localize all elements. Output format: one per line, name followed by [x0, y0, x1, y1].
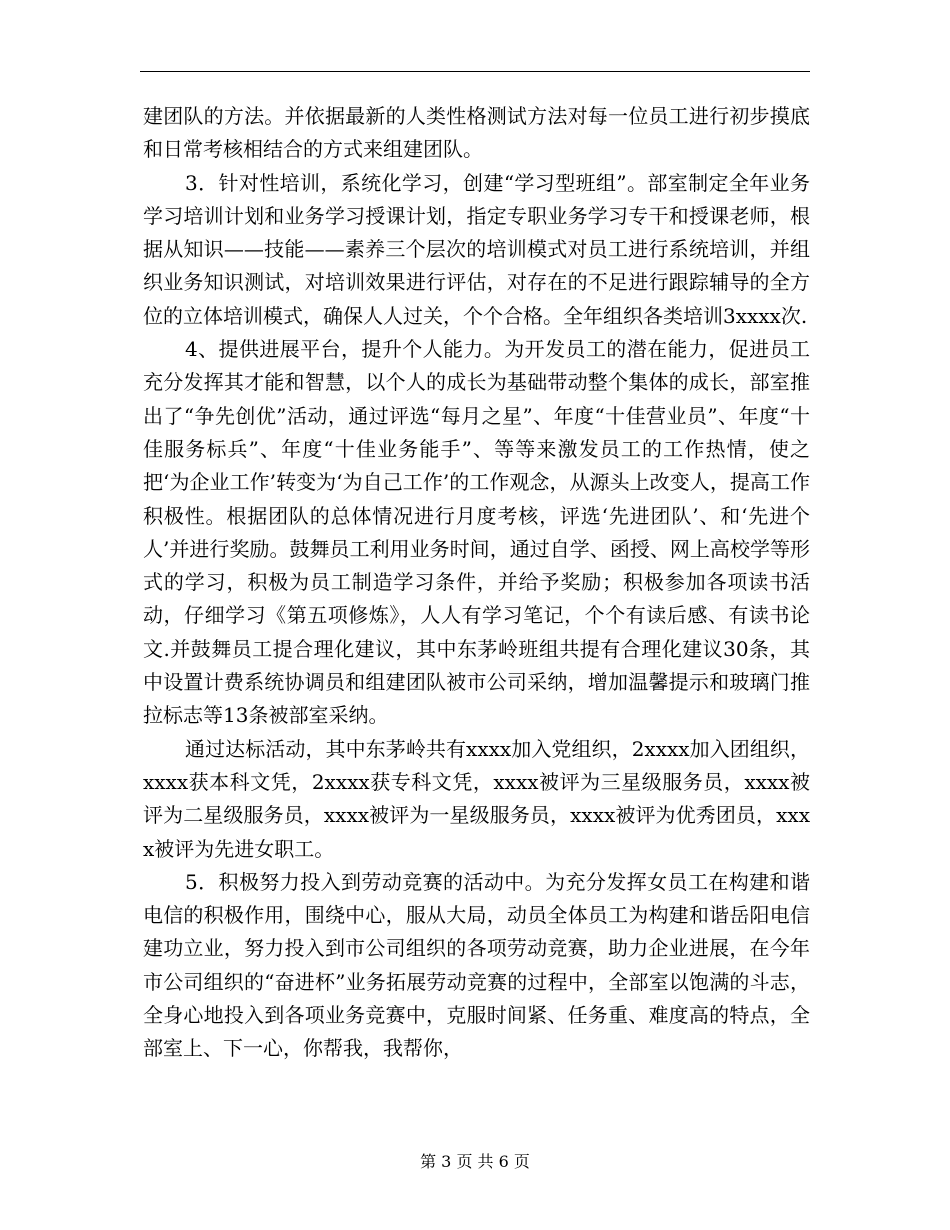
- page-number-footer: 第 3 页 共 6 页: [420, 1152, 530, 1171]
- paragraph-3: 4、提供进展平台，提升个人能力。为开发员工的潜在能力，促进员工充分发挥其才能和智慧，以个人的成长为基础带动整个集体的成长，部室推出了“争先创优”活动，通过评选“每月之星”、年度“十佳营业员”、年度“十佳服务标兵”、年度“十佳业务能手”、等等来激发员工的工作热情，使之把‘为企业工作’转变为‘为自己工作’的工作观念，从源头上改变人，提高工作积极性。根据团队的总体情况进行月度考核，评选‘先进团队’、和‘先进个人’并进行奖励。鼓舞员工利用业务时间，通过自学、函授、网上高校学等形式的学习，积极为员工制造学习条件，并给予奖励；积极参加各项读书活动，仔细学习《第五项修炼》，人人有学习笔记，个个有读后感、有读书论文.并鼓舞员工提合理化建议，其中东茅岭班组共提有合理化建议30条，其中设置计费系统协调员和组建团队被市公司采纳，增加温馨提示和玻璃门推拉标志等13条被部室采纳。: [143, 337, 810, 728]
- paragraph-2: 3．针对性培训，系统化学习，创建“学习型班组”。部室制定全年业务学习培训计划和业务学习授课计划，指定专职业务学习专干和授课老师，根据从知识——技能——素养三个层次的培训模式对员工进行系统培训，并组织业务知识测试，对培训效果进行评估，对存在的不足进行跟踪辅导的全方位的立体培训模式，确保人人过关，个个合格。全年组织各类培训3xxxx次.: [143, 170, 810, 328]
- header-rule: [140, 71, 810, 72]
- document-body: [143, 100, 810, 1066]
- paragraph-4: 通过达标活动，其中东茅岭共有xxxx加入党组织，2xxxx加入团组织，xxxx获本科文凭，2xxxx获专科文凭，xxxx被评为三星级服务员，xxxx被评为二星级服务员，xxxx被评为一星级服务员，xxxx被评为优秀团员，xxxx被评为先进女职工。: [143, 736, 810, 861]
- paragraph-1: 建团队的方法。并依据最新的人类性格测试方法对每一位员工进行初步摸底和日常考核相结合的方式来组建团队。: [143, 104, 810, 162]
- paragraph-5: 5．积极努力投入到劳动竞赛的活动中。为充分发挥女员工在构建和谐电信的积极作用，围绕中心，服从大局，动员全体员工为构建和谐岳阳电信建功立业，努力投入到市公司组织的各项劳动竞赛，助力企业进展，在今年市公司组织的“奋进杯”业务拓展劳动竞赛的过程中，全部室以饱满的斗志，全身心地投入到各项业务竞赛中，克服时间紧、任务重、难度高的特点，全部室上、下一心，你帮我，我帮你，: [143, 869, 810, 1061]
